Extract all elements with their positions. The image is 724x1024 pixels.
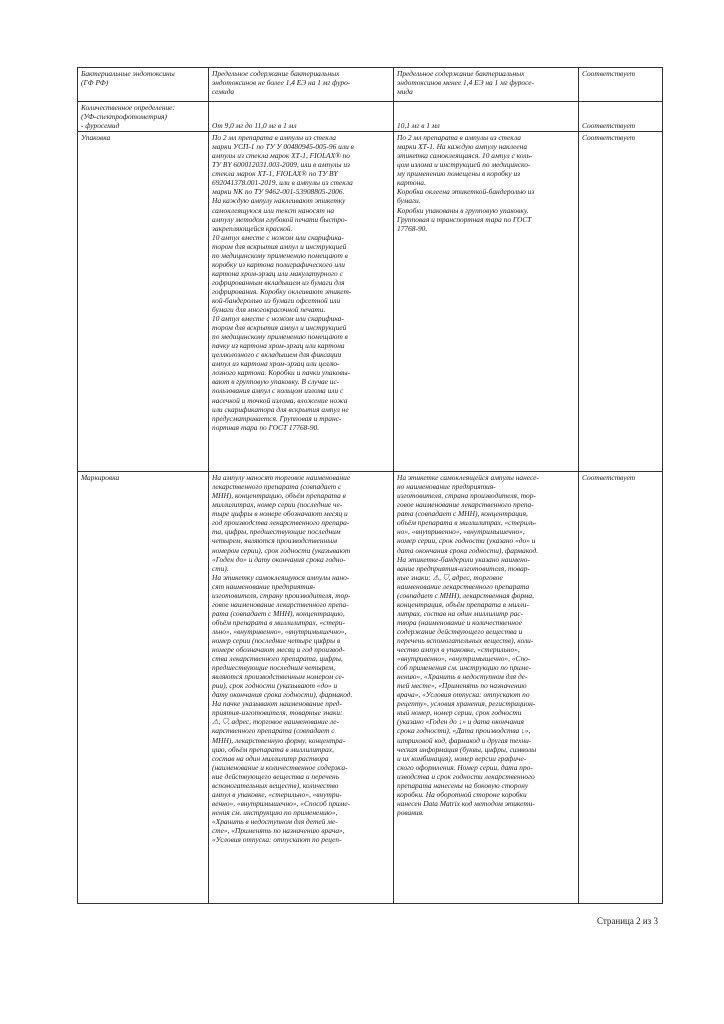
text-line: пачку из картона хром-эрзац или картона	[212, 341, 345, 351]
text-line: эндотоксинов менее 1,4 ЕЭ на 1 мг фуросе-	[397, 78, 535, 88]
text-line: штриховой код, фармакод и другая техни-	[397, 735, 532, 745]
text-line: лозного картона. Коробки и пачки упаковы-	[212, 368, 351, 378]
row-packaging	[78, 132, 663, 472]
text-line: говое наименование лекарственного препа-	[212, 599, 349, 609]
text-line: концентрация, объём препарата в милли-	[397, 599, 529, 609]
text-line: портная тара по ГОСТ 17768-90.	[212, 422, 320, 432]
text-line: дату окончания срока годности), фармакод.	[212, 690, 353, 700]
text-line: перечень вспомогательных веществ), коли-	[397, 635, 534, 645]
text-line: 692041378.001-2019, или в ампулы из стекла	[212, 178, 353, 188]
text-line: содержание действующего вещества и	[397, 626, 523, 636]
text-line: вают в групповую упаковку. В случае ис-	[212, 377, 340, 387]
text-line: стекла марок ХТ-1, FIOLAX® по ТУ BY	[212, 169, 338, 179]
conformity-cell	[579, 132, 663, 472]
text-line: 10 ампул вместе с ножом или скарифика-	[212, 232, 344, 242]
text-line: «Годен до» и дату окончания срока годно-	[212, 554, 346, 564]
text-line: Упаковка	[81, 133, 111, 143]
text-line: тором для вскрытия ампул и инструкцией	[212, 323, 347, 333]
text-line: бумаги для многокрасочной печати.	[212, 305, 326, 315]
text-line: «внутривенно», «внутримышечно», «Спо-	[397, 654, 531, 664]
conformity-cell	[579, 472, 663, 904]
text-line: «Условия отпуска: отпускают по рецеп-	[212, 835, 342, 845]
text-line: (совпадает с МНН), лекарственная форма,	[397, 590, 534, 600]
result-cell	[394, 472, 579, 904]
text-line: ческая информация (буквы, цифры, символы	[397, 744, 537, 754]
text-line: номером серии), срок годности (указывают	[212, 545, 351, 555]
text-line: насечкой и точкой излома, вложение ножа	[212, 395, 348, 405]
text-line: срока годности), «Дата производства ↓»,	[397, 726, 531, 736]
text-line: По 2 мл препарата в ампулы из стекла	[212, 133, 336, 143]
text-line	[582, 112, 659, 121]
requirement-cell	[209, 102, 394, 132]
text-line: та, цифры, предшествующие последним	[212, 527, 341, 537]
requirement-cell	[209, 472, 394, 904]
text-line: по медицинскому применению помещают в	[212, 332, 348, 342]
text-line: Коробка оклеена этикеткой-бандеролью из	[397, 187, 535, 197]
text-line: сят наименование предприятия-	[212, 581, 316, 591]
text-line: врача», «Условия отпуска: отпускают по	[397, 690, 530, 700]
text-line: чество ампул в упаковке, «стерильно»,	[397, 645, 520, 655]
text-line: кой-бандеролью из бумаги офсетной или	[212, 295, 341, 305]
text-line: рии), срок годности (указывают «до» и	[212, 681, 338, 691]
text-line: ства лекарственного препарата, цифры,	[212, 654, 343, 664]
text-line: ⚠, ⛉, адрес, торговое наименование ле-	[212, 717, 339, 727]
text-line: На каждую ампулу наклеивают этикетку	[212, 196, 346, 206]
text-line: марки ХТ-1. На каждую ампулу наклеена	[397, 142, 528, 152]
text-line: объём препарата в миллилитрах, «стери-	[212, 617, 345, 627]
text-line: льно», «внутривенно», «внутримышечно»,	[212, 626, 347, 636]
text-line: изготовителя, страна производителя, тор-	[397, 491, 536, 501]
requirement-cell	[209, 68, 394, 102]
text-line: объём препарата в миллилитрах, «стериль-	[397, 518, 537, 528]
text-line: марки УСП-1 по ТУ У 00480945-005-96 или в	[212, 142, 354, 152]
text-line: На этикетку самоклеящуюся ампулы нано-	[212, 572, 350, 582]
text-line: рата (совпадает с МНН), концентрация,	[397, 509, 528, 519]
text-line: Соответствует	[582, 473, 636, 483]
text-line: твора (наименование и количественное	[397, 617, 522, 627]
text-line: Бактериальные эндотоксины	[81, 69, 175, 78]
text-line: му применению помещены в коробку из	[397, 169, 521, 179]
text-line: предусматривается. Групповая и транс-	[212, 413, 342, 423]
text-line: марки NK по ТУ 9462-001-53908805-2006.	[212, 187, 345, 197]
text-line: год производства лекарственного препара-	[212, 518, 350, 528]
text-line: На ампулу наносят торговое наименование	[212, 473, 351, 483]
result-cell	[394, 68, 579, 102]
text-line: Количественное определение:	[81, 103, 175, 112]
text-line: вспомогательных веществ), количество	[212, 780, 339, 790]
indicator-cell	[78, 68, 209, 102]
text-line: закрепляющейся краской.	[212, 223, 293, 233]
row-bacterial-endotoxins	[78, 68, 663, 102]
text-line: (ГФ РФ)	[81, 78, 109, 88]
text-line: рецепту», условия хранения, регистрацион-	[397, 699, 536, 709]
text-line: (наименование и количественное содержа-	[212, 762, 348, 772]
text-line: венно», «внутримышечно», «Способ приме-	[212, 798, 351, 808]
text-line: нанесен Data Matrix код методом этикети-	[397, 798, 535, 808]
text-line: соб применения см. инструкцию по приме-	[397, 663, 532, 673]
text-line: Соответствует	[582, 121, 636, 131]
text-line: По 2 мл препарата в ампулы из стекла	[397, 133, 521, 143]
text-line: семида	[212, 87, 235, 97]
text-line: ампулы из стекла марок ХТ-1, FIOLAX® по	[212, 151, 350, 161]
text-line: дата окончания срока годности), фармакод.	[397, 545, 539, 555]
text-line: ампул из картона хром-эрзац или целлю-	[212, 359, 340, 369]
text-line: сте», «Применять по назначению врача»,	[212, 825, 345, 835]
text-line: рата (совпадает с МНН), концентрацию,	[212, 608, 345, 618]
text-line: бумаги.	[397, 196, 421, 206]
text-line: цию, объём препарата в миллилитрах,	[212, 744, 334, 754]
text-line: самоклеящуюся или текст наносят на	[212, 205, 335, 215]
text-line: тыре цифры в номере обозначают месяц и	[212, 509, 348, 519]
text-line: этикетка самоклеящаяся. 10 ампул с коль-	[397, 151, 533, 161]
text-line: наименование лекарственного препарата	[397, 581, 530, 591]
text-line: тором для вскрытия ампул и инструкцией	[212, 241, 347, 251]
text-line: изводства и срок годности лекарственного	[397, 771, 535, 781]
text-line: целлюлозного с вкладышем для фиксации	[212, 350, 342, 360]
text-line: нения см. инструкцию по применению»,	[212, 807, 338, 817]
text-line: тей месте», «Применять по назначению	[397, 681, 527, 691]
text-line: Групповая и транспортная тара по ГОСТ	[397, 214, 532, 224]
text-line: цом излома и инструкцией по медицинско-	[397, 160, 531, 170]
text-line: МНН), концентрацию, объём препарата в	[212, 491, 346, 501]
text-line: изготовителя, страну производителя, тор-	[212, 590, 351, 600]
text-line: и их комбинация), номер версии графиче-	[397, 753, 527, 763]
text-line: Соответствует	[582, 69, 636, 78]
text-line: гофрированным вкладышем из бумаги для	[212, 277, 345, 287]
text-line: пользования ампул с кольцом излома или с	[212, 386, 344, 396]
text-line: коробку из картона полиграфического или	[212, 259, 345, 269]
row-quantitative-determination	[78, 102, 663, 132]
text-line: Маркировка	[81, 473, 120, 483]
text-line: На этикетке-бандероли указано наимено-	[397, 554, 530, 564]
text-line: миллилитрах, номер серии (последние че-	[212, 500, 343, 510]
text-line: но наименование предприятия-	[397, 482, 496, 492]
specification-table	[77, 67, 663, 904]
text-line: ние действующего вещества и перечень	[212, 771, 340, 781]
text-line: картона.	[397, 178, 426, 188]
text-line: карственного препарата (совпадает с	[212, 726, 335, 736]
text-line: «Хранить в недоступном для детей ме-	[212, 816, 338, 826]
row-marking	[78, 472, 663, 904]
text-line: 17768-90.	[397, 223, 428, 233]
text-line: На пачке указывают наименование пред-	[212, 699, 342, 709]
text-line: От 9,0 мг до 11,0 мг в 1 мл	[212, 121, 297, 131]
text-line: 10,1 мг в 1 мл	[397, 121, 440, 131]
text-line: сти).	[212, 563, 229, 573]
page-number: Страница 2 из 3	[597, 916, 658, 926]
text-line: ные знаки: ⚠, ⛉, адрес, торговое	[397, 572, 503, 582]
result-cell	[394, 102, 579, 132]
text-line: (УФ-спектрофотометрия)	[81, 112, 167, 122]
conformity-cell	[579, 68, 663, 102]
text-line: Предельное содержание бактериальных	[212, 69, 340, 78]
text-line	[397, 103, 575, 112]
text-line: состав на один миллилитр раствора	[212, 753, 329, 763]
text-line: но», «внутривенно», «внутримышечно»,	[397, 527, 525, 537]
text-line: или скарификатора для вскрытия ампул не	[212, 404, 349, 414]
conformity-cell	[579, 102, 663, 132]
text-line: ампулу методом глубокой печати быстро-	[212, 214, 348, 224]
text-line: говое наименование лекарственного препа-	[397, 500, 534, 510]
text-line: гофрирования. Коробку оклеивают этикет-	[212, 286, 352, 296]
text-line: препарата нанесены на боковую сторону	[397, 780, 529, 790]
text-line: являются производственным номером се-	[212, 672, 345, 682]
text-line: лекарственного препарата (совпадает с	[212, 482, 342, 492]
indicator-cell	[78, 132, 209, 472]
text-line: литрах, состав на один миллилитр рас-	[397, 608, 524, 618]
text-line: нению», «Хранить в недоступном для де-	[397, 672, 528, 682]
result-cell	[394, 132, 579, 472]
text-line: 10 ампул вместе с ножом или скарифика-	[212, 314, 344, 324]
text-line: Предельное содержание бактериальных	[397, 69, 525, 78]
text-line	[582, 103, 659, 112]
requirement-cell	[209, 132, 394, 472]
text-line	[212, 112, 390, 121]
text-line: Коробки упакованы в групповую упаковку.	[397, 205, 529, 215]
text-line: МНН), лекарственную форму, концентра-	[212, 735, 346, 745]
text-line: ТУ BY 600012031.003-2009, или в ампулы из	[212, 160, 350, 170]
text-line: вание предприятия-изготовителя, товар-	[397, 563, 530, 573]
text-line: рования.	[397, 807, 424, 817]
text-line: ского оформления. Номер серии, дата про-	[397, 762, 533, 772]
text-line: предшествующие последним четырем,	[212, 663, 335, 673]
text-line: коробки. На оборотной стороне коробки	[397, 789, 527, 799]
text-line: приятия-изготовителя, товарные знаки:	[212, 708, 343, 718]
text-line: - фуросемид	[81, 121, 120, 131]
text-line: Соответствует	[582, 133, 636, 143]
indicator-cell	[78, 102, 209, 132]
text-line: На этикетке самоклеящейся ампулы нанесе-	[397, 473, 539, 483]
text-line: ампул в упаковке, «стерильно», «внутри-	[212, 789, 342, 799]
text-line	[397, 112, 575, 121]
text-line: номер серии (последние четыре цифры в	[212, 635, 341, 645]
text-line	[212, 103, 390, 112]
text-line: номер серии, срок годности (указано «до» и	[397, 536, 536, 546]
text-line: четырем, являются производственным	[212, 536, 337, 546]
text-line: картона хром-эрзац или макулатурного с	[212, 268, 343, 278]
text-line: (указано «Годен до ↓» и дата окончания	[397, 717, 524, 727]
text-line: по медицинскому применению помещают в	[212, 250, 348, 260]
text-line: эндотоксинов не более 1,4 ЕЭ на 1 мг фуро-	[212, 78, 351, 88]
text-line: ный номер, номер серии, срок годности	[397, 708, 522, 718]
indicator-cell	[78, 472, 209, 904]
text-line: номере обозначают месяц и год производ-	[212, 645, 345, 655]
text-line: мида	[397, 87, 413, 97]
